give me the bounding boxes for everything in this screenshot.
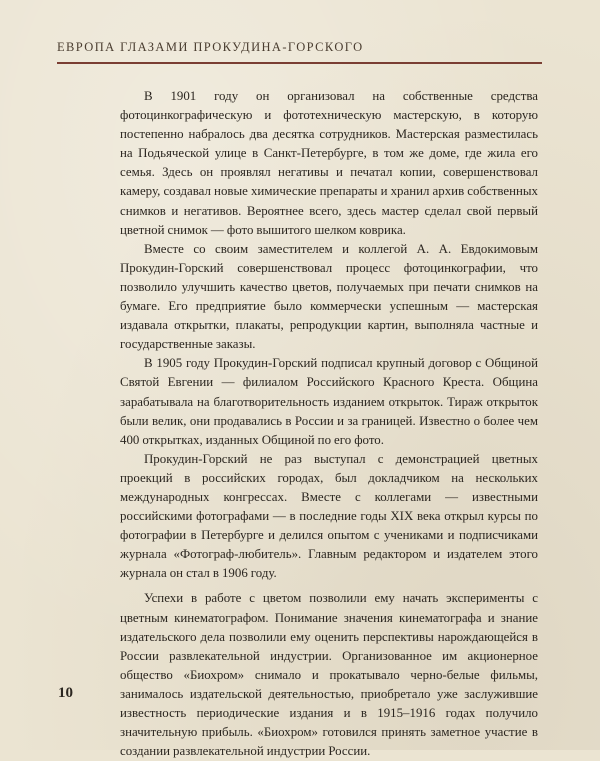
paragraph-4: Прокудин-Горский не раз выступал с демонстрацией цветных проекций в российских городах, был докладчиком на нескольких международных конгрессах. Вместе с коллегами — известными российскими фотографами — в последние годы XIX века открыл курсы по фотографии в Петербурге и делился опытом с учениками и подписчиками журнала «Фотограф-любитель». Главным редактором и издателем этого журнала он стал в 1906 году. [120, 451, 538, 581]
body-text [120, 87, 538, 761]
paragraph-3: В 1905 году Прокудин-Горский подписал крупный договор с Общиной Святой Евгении — филиалом Российского Красного Креста. Община зарабатывала на благотворительность изданием открыток. Тираж открыток были велик, они продавались в России и за границей. Известно о более чем 400 открытках, изданных Общиной по его фото. [120, 356, 538, 447]
paragraph-2: Вместе со своим заместителем и коллегой А. А. Евдокимовым Прокудин-Горский совершенствовал процесс фотоцинкографии, что позволило улучшить качество цветов, получаемых при печати снимков на бумаге. Его предприятие было коммерчески успешным — мастерская издавала открытки, плакаты, репродукции картин, выполняла частные и государственные заказы. [120, 241, 538, 352]
paragraph-5: Успехи в работе с цветом позволили ему начать эксперименты с цветным кинематографом. Понимание значения кинематографа и знание издательского дела позволили ему оценить перспективы нарождающейся в России развлекательной индустрии. Организованное им акционерное общество «Биохром» снимало и прокатывало черно-белые фильмы, занималось издательской деятельностью, приобретало уже заслужившие известность периодические издания и в 1915–1916 годах получило значительную прибыль. «Биохром» готовился принять заметное участие в создании развлекательной индустрии России. [120, 591, 538, 759]
header-rule [57, 62, 542, 64]
paragraph-1: В 1901 году он организовал на собственные средства фотоцинкографическую и фототехническую мастерскую, в которую постепенно набралось два десятка сотрудников. Мастерская разместилась на Подьяческой улице в Санкт-Петербурге, в том же доме, где жила его семья. Здесь он проявлял негативы и печатал копии, совершенствовал камеру, создавал новые химические препараты и хранил архив собственных снимков и негативов. Вероятнее всего, здесь мастер сделал свой первый цветной снимок — фото вышитого шелком коврика. [120, 89, 538, 237]
page-number: 10 [58, 685, 73, 701]
running-header: ЕВРОПА ГЛАЗАМИ ПРОКУДИНА-ГОРСКОГО [57, 40, 364, 54]
